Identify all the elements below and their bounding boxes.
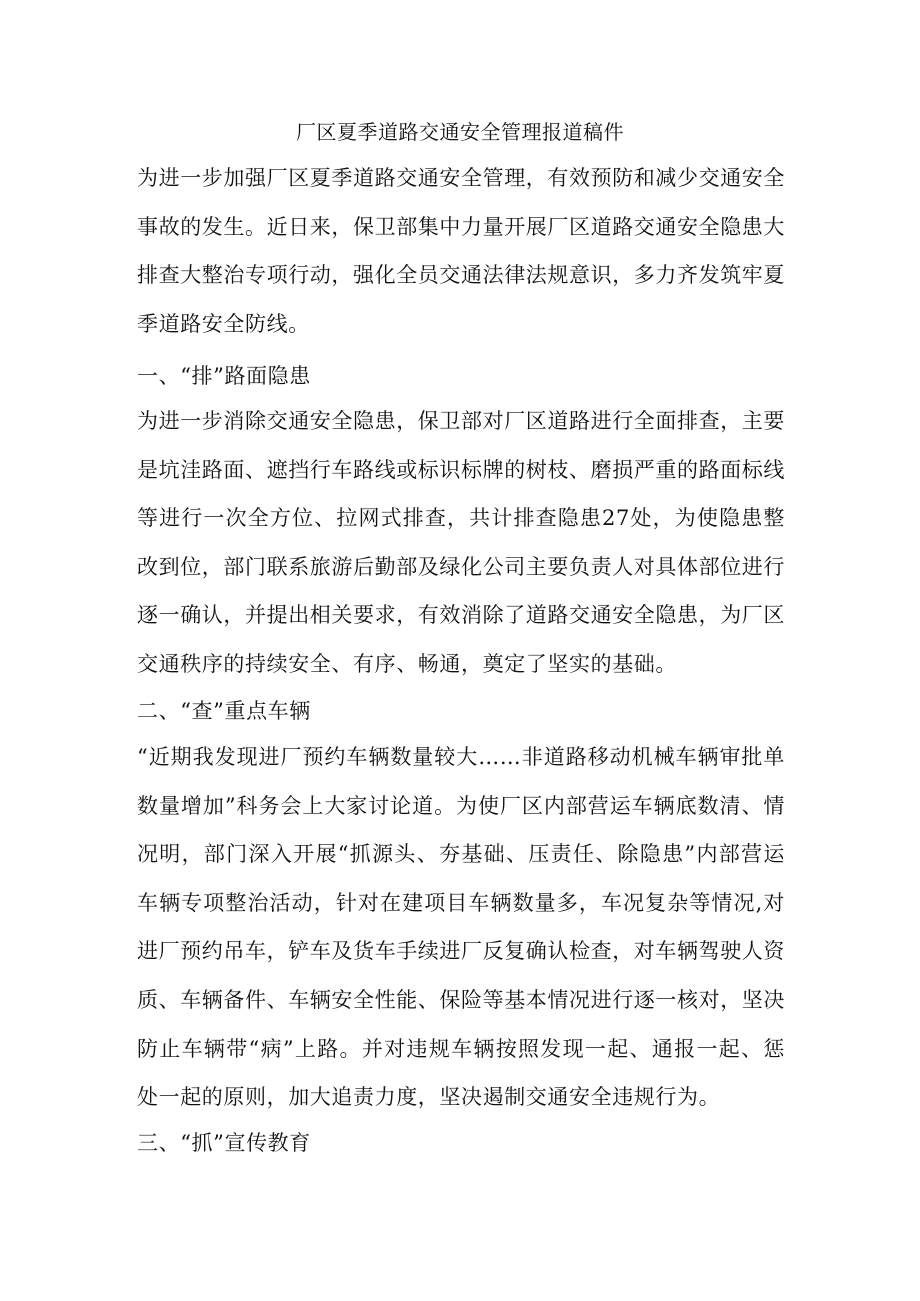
section-heading-3: 三、“抓”宣传教育 — [137, 1131, 311, 1155]
section-body-1: 为进一步消除交通安全隐患，保卫部对厂区道路进行全面排查，主要是坑洼路面、遮挡行车路线或标识标牌的树枝、磨损严重的路面标线等进行一次全方位、拉网式排查，共计排查隐患27处，为使隐患整改到位，部门联系旅游后勤部及绿化公司主要负责人对具体部位进行逐一确认，并提出相关要求，有效消除了道路交通安全隐患，为厂区交通秩序的持续安全、有序、畅通，奠定了坚实的基础。 — [137, 409, 785, 676]
section-heading-2: 二、“查”重点车辆 — [137, 699, 311, 723]
section-body-2: “近期我发现进厂预约车辆数量较大……非道路移动机械车辆审批单数量增加”科务会上大家讨论道。为使厂区内部营运车辆底数清、情况明，部门深入开展“抓源头、夯基础、压责任、除隐患”内部营运车辆专项整治活动，针对在建项目车辆数量多，车况复杂等情况,对进厂预约吊车，铲车及货车手续进厂反复确认检查，对车辆驾驶人资质、车辆备件、车辆安全性能、保险等基本情况进行逐一核对，坚决防止车辆带“病”上路。并对违规车辆按照发现一起、通报一起、惩处一起的原则，加大追责力度，坚决遏制交通安全违规行为。 — [137, 745, 785, 1110]
document-title: 厂区夏季道路交通安全管理报道稿件 — [296, 120, 624, 144]
intro-paragraph: 为进一步加强厂区夏季道路交通安全管理，有效预防和减少交通安全事故的发生。近日来，保卫部集中力量开展厂区道路交通安全隐患大排查大整治专项行动，强化全员交通法律法规意识，多力齐发筑牢夏季道路安全防线。 — [137, 166, 785, 336]
section-heading-1: 一、“排”路面隐患 — [137, 364, 311, 388]
